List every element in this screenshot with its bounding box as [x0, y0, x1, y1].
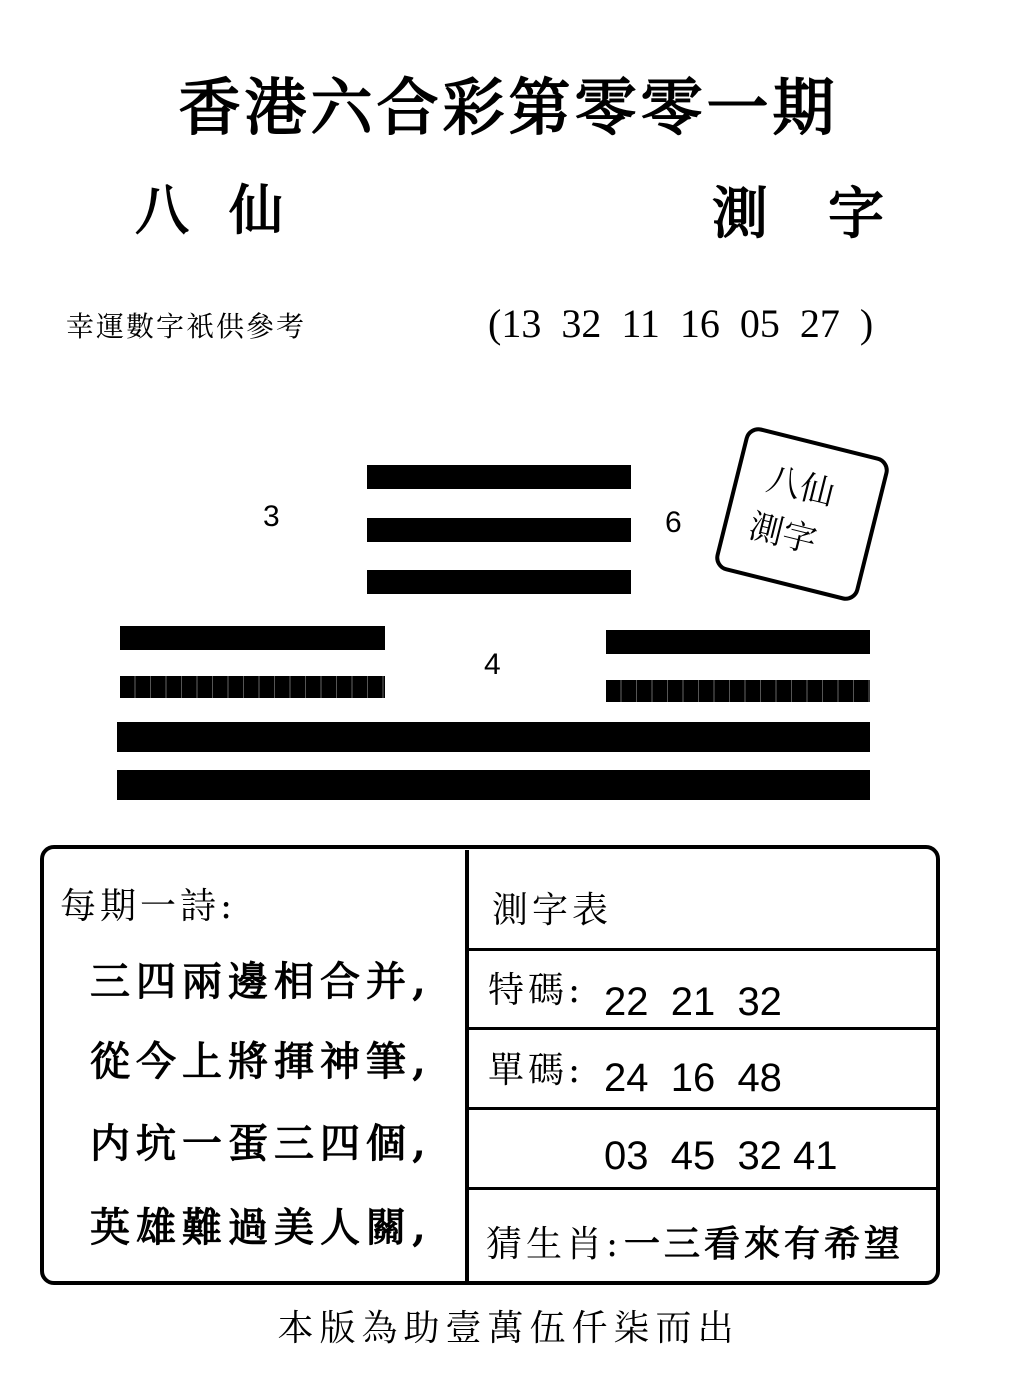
right-broken-line-2 [606, 680, 870, 702]
footer-note: 本版為助壹萬伍仟柒而出 [277, 1308, 740, 1349]
single-codes: 24 16 48 [604, 1056, 782, 1100]
left-broken-line-1 [120, 626, 385, 650]
right-broken-line-1 [606, 630, 870, 654]
subtitle-right: 測字 [712, 181, 944, 247]
row-divider-3 [469, 1107, 939, 1110]
center-number: 4 [484, 648, 501, 681]
stamp-text-top: 八仙 [762, 459, 839, 515]
bottom-solid-line-1 [117, 722, 870, 752]
special-codes: 22 21 32 [604, 980, 782, 1024]
top-trigram-line-2 [367, 518, 631, 542]
lucky-numbers: (13 32 11 16 05 27 ) [488, 301, 874, 346]
single-code-label: 單碼: [488, 1050, 585, 1091]
extra-codes: 03 45 32 41 [604, 1134, 838, 1178]
poem-line-4: 英雄難過美人關, [90, 1204, 432, 1251]
stamp-text-bottom: 測字 [744, 506, 821, 562]
left-broken-line-2 [120, 676, 385, 698]
top-trigram-line-3 [367, 570, 631, 594]
zodiac-label: 猜生肖: [486, 1224, 623, 1265]
poem-line-3: 内坑一蛋三四個, [90, 1120, 432, 1167]
row-divider-4 [469, 1187, 939, 1190]
row-divider-2 [469, 1027, 939, 1030]
top-trigram-line-1 [367, 465, 631, 489]
poem-line-2: 從今上將揮神筆, [90, 1038, 432, 1085]
left-number: 3 [263, 500, 280, 533]
table-divider [465, 850, 469, 1282]
special-code-label: 特碼: [488, 970, 585, 1011]
subtitle-left: 八仙 [135, 178, 323, 242]
row-divider-1 [469, 948, 939, 951]
zodiac-hint: 一三看來有希望 [624, 1223, 905, 1265]
lucky-numbers-label: 幸運數字衹供參考 [66, 310, 307, 343]
table-title: 測字表 [492, 890, 613, 931]
poem-title: 每期一詩: [60, 886, 237, 927]
right-number: 6 [665, 506, 682, 539]
bottom-solid-line-2 [117, 770, 870, 800]
poem-line-1: 三四兩邊相合并, [90, 958, 432, 1005]
seal-stamp [712, 424, 891, 603]
page-title: 香港六合彩第零零一期 [178, 71, 839, 144]
